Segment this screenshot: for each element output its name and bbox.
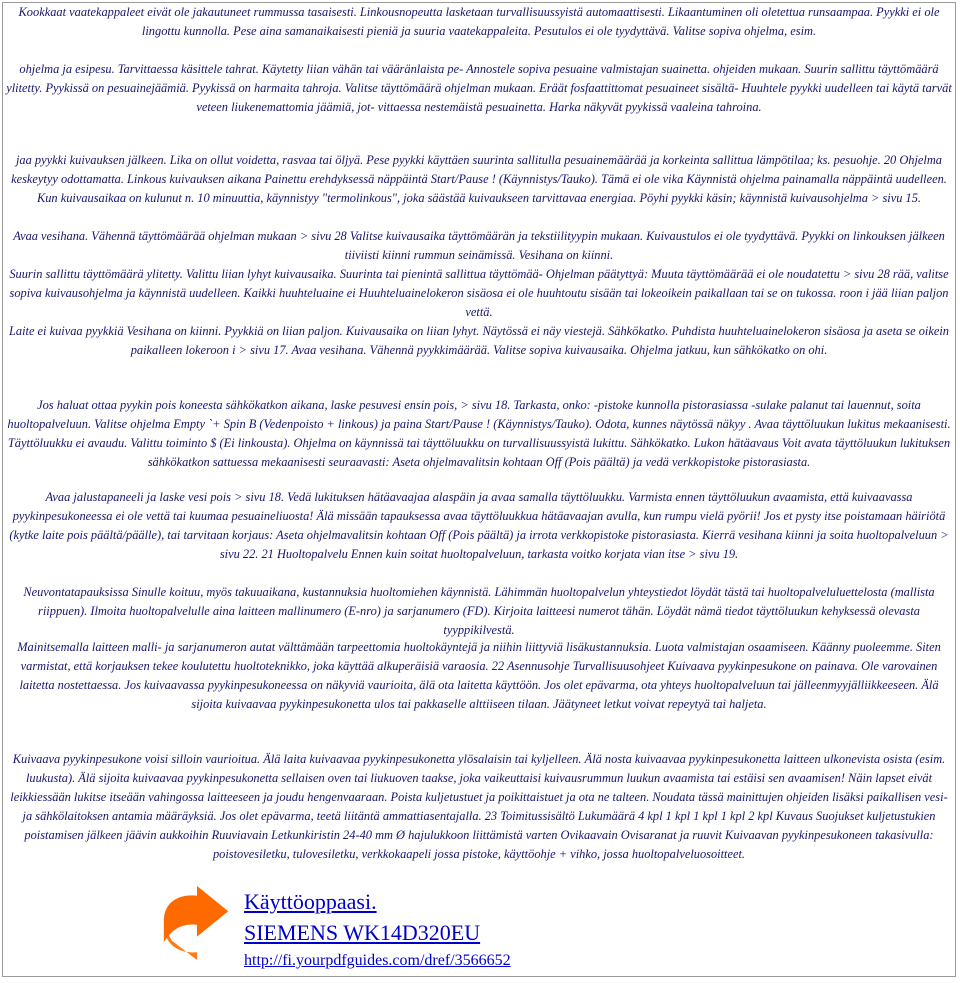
guide-title-link[interactable]: Käyttöoppaasi.	[244, 889, 377, 914]
paragraph-7: Jos haluat ottaa pyykin pois koneesta sähkökatkon aikana, laske pesuvesi ensin pois, > sivu 18. Tarkasta, onko: -pistoke kunnolla pistorasiassa -sulake palanut tai lauennut, soita huoltopalveluun. Valitse ohjelma Empty `+ Spin B (Vedenpoisto + linkous) ja paina Start/Pause ! (Käynnistys/Tauko). Odota, kunnes näytössä näkyy . Avaa täyttöluukun lukitus mekaanisesti. Täyttöluukku ei avaudu. Valittu toiminto $ (Ei linkousta). Ohjelma on käynnissä tai täyttöluukku on turvallisuussyistä lukittu. Sähkökatko. Lukon hätäavaus Voit avata täyttöluukun lukituksen sähkökatkon sattuessa mekaanisesti seuraavasti: Aseta ohjelmavalitsin kohtaan Off (Pois päältä) ja vedä verkkopistoke pistorasiasta.	[7, 398, 951, 469]
paragraph-2: ohjelma ja esipesu. Tarvittaessa käsittele tahrat. Käytetty liian vähän tai vääränlaista pe- Annostele sopiva pesuaine valmistajan suainetta. ohjeiden mukaan. Suurin sallittu täyttömäärä ylitetty. Pyykissä on pesuainejäämiä. Pyykissä on harmaita tahroja. Valitse täyttömäärä ohjelman mukaan. Eräät fosfaattittomat pesuaineet sisältä- Huuhtele pyykki uudelleen tai käytä tarvät veteen liukenemattomia jäämiä, jot- vittaessa nestemäistä pesuainetta. Harka näkyvät pyykissä vaaleina tahroina.	[6, 62, 952, 114]
paragraph-4: Avaa vesihana. Vähennä täyttömäärää ohjelman mukaan > sivu 28 Valitse kuivausaika täyttömäärän ja tekstiilityypin mukaan. Kuivaustulos ei ole tyydyttävä. Pyykki on linkouksen jälkeen tiiviisti kiinni rummun seinämissä. Vesihana on kiinni.	[13, 229, 945, 262]
paragraph-6: Laite ei kuivaa pyykkiä Vesihana on kiinni. Pyykkiä on liian paljon. Kuivausaika on liian lyhyt. Näytössä ei näy viestejä. Sähkökatko. Puhdista huuhteluainelokeron sisäosa ja aseta se oikein paikalleen lokeroon i > sivu 17. Avaa vesihana. Vähennä pyykkimäärää. Valitse sopiva kuivausaika. Ohjelma jatkuu, kun sähkökatko on ohi.	[8, 324, 949, 357]
paragraph-9: Neuvontatapauksissa Sinulle koituu, myös takuuaikana, kustannuksia huoltomiehen käynnistä. Lähimmän huoltopalvelun yhteystiedot löydät tästä tai huoltopalveluluettelosta (mallista riippuen). Ilmoita huoltopalvelulle aina laitteen mallinumero (E-nro) ja sarjanumero (FD). Kirjoita laitteesi numerot tähän. Löydät nämä tiedot täyttöluukun kehyksessä olevasta tyyppikilvestä.	[23, 585, 935, 637]
model-link[interactable]: SIEMENS WK14D320EU	[244, 920, 481, 945]
paragraph-8: Avaa jalustapaneeli ja laske vesi pois > sivu 18. Vedä lukituksen hätäavaajaa alaspäin ja avaa samalla täyttöluukku. Varmista ennen täyttöluukun avaamista, että kuivaavassa pyykinpesukoneessa ei ole vettä tai kuumaa pesuaineliuosta! Älä missään tapauksessa avaa täyttöluukkua hätäavaajan avulla, kun rumpu vielä pyörii! Jos et pysty itse poistamaan häiriötä (kytke laite pois päältä/päälle), tai tarvitaan korjaus: Aseta ohjelmavalitsin kohtaan Off (Pois päältä) ja irrota verkkopistoke pistorasiasta. Kierrä vesihana kiinni ja soita huoltopalveluun > sivu 22. 21 Huoltopalvelu Ennen kuin soitat huoltopalveluun, tarkasta voitko korjata vian itse > sivu 19.	[9, 490, 949, 561]
paragraph-10: Mainitsemalla laitteen malli- ja sarjanumeron autat välttämään tarpeettomia huoltokäyntejä ja niihin liittyviä lisäkustannuksia. Luota valmistajan osaamiseen. Käänny puoleemme. Siten varmistat, että korjauksen tekee koulutettu huoltoteknikko, joka käyttää alkuperäisiä varaosia. 22 Asennusohje Turvallisuusohjeet Kuivaava pyykinpesukone on painava. Ole varovainen laitetta nostettaessa. Jos kuivaavassa pyykinpesukoneessa on näkyviä vaurioita, älä ota laitetta käyttöön. Jos olet epävarma, ota yhteys huoltopalveluun tai jälleenmyyjälliikkeeseen. Älä sijoita kuivaavaa pyykinpesukonetta ulos tai pakkaselle alttiiseen tilaan. Jäätyneet letkut voivat repeytyä tai haljeta.	[17, 640, 941, 711]
paragraph-1: Kookkaat vaatekappaleet eivät ole jakautuneet rummussa tasaisesti. Linkousnopeutta lasketaan turvallisuussyistä automaattisesti. Likaantuminen oli oletettua runsaampaa. Pyykki ei ole lingottu kunnolla. Pese aina samanaikaisesti pieniä ja suuria vaatekappaleita. Pesutulos ei ole tyydyttävä. Valitse sopiva ohjelma, esim.	[18, 5, 940, 38]
paragraph-11: Kuivaava pyykinpesukone voisi silloin vaurioitua. Älä laita kuivaavaa pyykinpesukonetta ylösalaisin tai kyljelleen. Älä nosta kuivaavaa pyykinpesukonetta laitteen ulkonevista osista (esim. luukusta). Älä sijoita kuivaavaa pyykinpesukonetta sellaisen oven tai liukuoven taakse, joka vaikeuttaisi kuivausrummun luukun avaamista tai estäisi sen avaamisen! Näin lapset eivät leikkiessään lukitse itseään vahingossa laitteeseen ja joudu hengenvaaraan. Poista kuljetustuet ja poikittaistuet ja ota ne talteen. Noudata tässä mainittujen ohjeiden lisäksi paikallisen vesi- ja sähkölaitoksen antamia määräyksiä. Jos olet epävarma, teetä liitäntä ammattiasentajalla. 23 Toimitussisältö Lukumäärä 4 kpl 1 kpl 1 kpl 1 kpl 2 kpl Kuvaus Suojukset kuljetustukien poistamisen jälkeen jäävin aukkoihin Ruuviavain Letkunkiristin 24-40 mm Ø hajulukkoon liittämistä varten Ovikaavain Ovisaranat ja ruuvit Kuivaavan pyykinpesukoneen takasivulla: poistovesiletku, tulovesiletku, verkkokaapeli jossa pistoke, käyttöohje + vihko, jossa huoltopalveluosoitteet.	[10, 752, 948, 861]
paragraph-3: jaa pyykki kuivauksen jälkeen. Lika on ollut voidetta, rasvaa tai öljyä. Pese pyykki käyttäen suurinta sallitulla pesuainemäärää ja korkeinta sallittua lämpötilaa; ks. pesuohje. 20 Ohjelma keskeytyy odottamatta. Linkous kuivauksen aikana Painettu erehdyksessä näppäintä Start/Pause ! (Käynnistys/Tauko). Tämä ei ole vika Käynnistä ohjelma painamalla näppäintä uudelleen. Kun kuivausaikaa on kulunut n. 10 minuuttia, käynnistyy "termolinkous", joka säästää kuivaukseen tarvittavaa energiaa. Pöyhi pyykki käsin; käynnistä kuivausohjelma > sivu 15.	[11, 153, 947, 205]
guide-url-link[interactable]: http://fi.yourpdfguides.com/dref/3566652	[244, 952, 511, 969]
arrow-logo-icon	[158, 882, 236, 960]
paragraph-5: Suurin sallittu täyttömäärä ylitetty. Valittu liian lyhyt kuivausaika. Suurinta tai pienintä sallittua täyttömää- Ohjelman päätyttyä: Muuta täyttömäärää ei ole noudatettu > sivu 28 rää, valitse sopiva kuivausohjelma ja käynnistä uudelleen. Kaikki huuhteluaine ei Huuhteluainelokeron sisäosa ei ole huuhtoutu sisään tai lokeoikein paikallaan tai se on tukossa. roon i jää liian paljon vettä.	[9, 267, 949, 319]
footer-links	[158, 882, 598, 972]
